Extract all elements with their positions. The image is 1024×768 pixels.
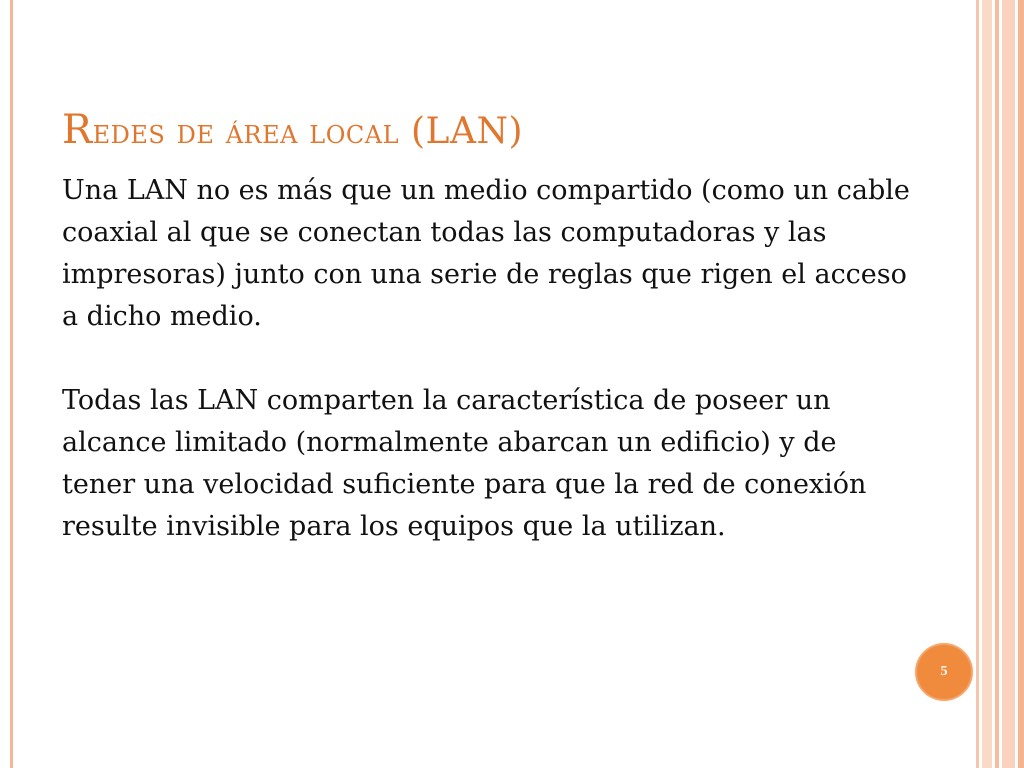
right-stripe-5 [1018,0,1024,768]
paragraph-2: Todas las LAN comparten la característica de poseer un alcance limitado (normalmente abarcan un edificio) y de tener una velocidad suficiente para que la red de conexión resulte invisible para los equipos que la utilizan. [62,385,867,542]
left-border-line [10,0,13,768]
right-stripe-1 [976,0,979,768]
title-suffix: (LAN) [399,111,523,152]
right-stripe-4 [1002,0,1015,768]
title-initial: R [62,107,93,153]
slide-title [62,108,523,154]
title-main: edes de área local [92,112,400,152]
slide-body [62,170,912,590]
page-number-badge [915,643,973,701]
right-stripe-2 [982,0,992,768]
page-number: 5 [940,664,948,679]
paragraph-1: Una LAN no es más que un medio compartido (como un cable coaxial al que se conectan todas las computadoras y las impresoras) junto con una serie de reglas que rigen el acceso a dicho medio. [62,175,910,332]
right-stripe-3 [995,0,999,768]
